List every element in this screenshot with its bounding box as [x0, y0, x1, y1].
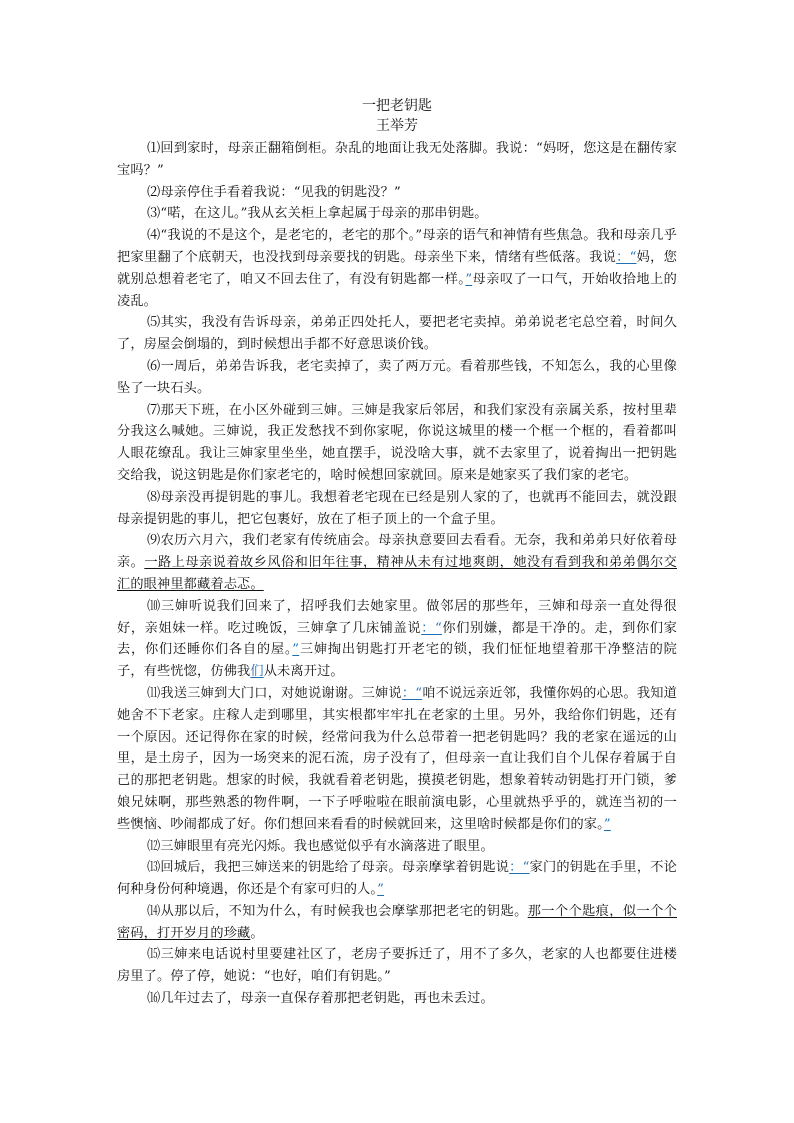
article-title: 一把老钥匙 — [362, 98, 432, 114]
paragraph — [117, 356, 677, 400]
paragraph-text: 其实，我没有告诉母亲，弟弟正四处托人，要把老宅卖掉。弟弟说老宅总空着，时间久了，房屋会倒塌的，到时候想出手都不好意思谈价钱。 — [117, 315, 678, 353]
paragraph-text: 妈，您就别总想着老宅了，咱又不回去住了，有没有钥匙都一样。 — [117, 249, 678, 287]
paragraph-number: ⒃ — [147, 991, 161, 1007]
marked-punctuation: ” — [465, 271, 473, 287]
paragraph-text: 母亲停住手看着我说：“见我的钥匙没？” — [160, 184, 401, 200]
marked-punctuation: “ — [629, 249, 637, 265]
paragraph-text: 。 — [250, 925, 264, 941]
marked-punctuation: 们 — [250, 664, 264, 680]
paragraph — [117, 400, 677, 487]
paragraph — [117, 596, 677, 683]
paragraph-text: “我说的不是这个，是老宅的，老宅的那个。”母亲的语气和神情有些焦急。我和母亲几乎把家里翻了个底朝天，也没找到母亲要找的钥匙。母亲坐下来，情绪有些低落。我说 — [117, 228, 677, 265]
marked-punctuation: ：“ — [421, 620, 442, 636]
paragraph-text: 农历六月六，我们老家有传统庙会。母亲执意要回去看看。无奈，我和弟弟只好依着母亲。 — [117, 533, 678, 571]
paragraph-number: ⑾ — [147, 685, 161, 701]
paragraph — [117, 312, 677, 356]
paragraph-text: “喏，在这儿。”我从玄关柜上拿起属于母亲的那串钥匙。 — [160, 206, 488, 222]
paragraph — [117, 901, 677, 945]
paragraph-number: ⑿ — [147, 838, 161, 854]
marked-punctuation: ” — [377, 882, 385, 898]
paragraph-text: 三婶眼里有亮光闪烁。我也感觉似乎有水滴落进了眼里。 — [160, 838, 494, 854]
paragraph-number: ⑻ — [147, 489, 161, 505]
paragraph-text: 咱不说远亲近邻，我懂你妈的心思。我知道她舍不下老家。庄稼人走到哪里，其实根都牢牢扎在老家的土里。另外，我给你们钥匙，还有一个原因。还记得你在家的时候，经常问我为什么总带着一把老钥匙吗？我的老家在遥远的山里，是土房子，因为一场突来的泥石流，房子没有了，但母亲一直让我们自个儿保存着属于自己的那把老钥匙。想家的时候，我就看着老钥匙，摸摸老钥匙，想象着转动钥匙打开门锁，爹娘兄妹啊，那些熟悉的物件啊，一下子呼啦啦在眼前演电影，心里就热乎乎的，就连当初的一些懊恼、吵闹都成了好。你们想回来看看的时候就回来，这里啥时候都是你们的家。 — [117, 685, 677, 832]
marked-punctuation: ： — [616, 249, 630, 265]
paragraph-number: ⑺ — [147, 402, 161, 418]
paragraph — [117, 225, 677, 312]
paragraph-text: 从未离开过。 — [263, 664, 344, 680]
paragraph — [117, 203, 677, 225]
paragraph — [117, 857, 677, 901]
paragraph-number: ⑸ — [147, 315, 161, 331]
marked-punctuation: ：“ — [401, 685, 423, 701]
paragraph-number: ⒂ — [147, 947, 161, 963]
paragraph-number: ⑵ — [147, 184, 161, 200]
document-page — [117, 96, 677, 1010]
marked-punctuation: ” — [603, 816, 611, 832]
paragraph-number: ⑴ — [147, 141, 161, 156]
paragraph-number: ⑶ — [147, 206, 161, 222]
paragraph-number: ⑼ — [147, 533, 161, 549]
paragraph — [117, 944, 677, 988]
paragraph-number: ⒁ — [147, 903, 161, 919]
paragraph-number: ⑽ — [147, 598, 161, 614]
paragraph-text: 回到家时，母亲正翻箱倒柜。杂乱的地面让我无处落脚。我说：“妈呀，您这是在翻传家宝吗？” — [117, 141, 677, 178]
paragraph-text: 家门的钥匙在手里，不论何种身份何种境遇，你还是个有家可归的人。 — [117, 860, 678, 898]
paragraph-text: 几年过去了，母亲一直保存着那把老钥匙，再也未丢过。 — [160, 991, 494, 1007]
paragraph — [117, 683, 677, 836]
underlined-sentence: 一路上母亲说着故乡风俗和旧年往事，精神从未有过地爽朗，她没有看到我和弟弟偶尔交汇的眼神里都藏着忐忑。 — [117, 555, 677, 592]
paragraph-text: 你们别嫌，都是干净的。走，到你们家去，你们还睡你们各自的屋。 — [117, 620, 677, 658]
paragraph-text: 我送三婶到大门口，对她说谢谢。三婶说 — [160, 685, 402, 701]
paragraph-number: ⑹ — [147, 358, 161, 374]
paragraph-text: 三婶掏出钥匙打开老宅的锁，我们怔怔地望着那干净整洁的院子，有些恍惚，仿佛我 — [117, 642, 677, 680]
article-body — [117, 138, 677, 1010]
paragraph — [117, 182, 677, 204]
marked-punctuation: ” — [292, 642, 300, 658]
paragraph — [117, 836, 677, 858]
marked-punctuation: ：“ — [509, 860, 530, 876]
paragraph — [117, 988, 677, 1010]
article-author: 王举芳 — [376, 118, 418, 134]
underlined-sentence: 那一个个匙痕，似一个个密码，打开岁月的珍藏 — [117, 903, 677, 941]
paragraph-text: 那天下班，在小区外碰到三婶。三婶是我家后邻居，和我们家没有亲属关系，按村里辈分我这么喊她。三婶说，我正发愁找不到你家呢，你说这城里的楼一个框一个框的，看着都叫人眼花缭乱。我让三婶家里坐坐，她直摆手，说没啥大事，就不去家里了，说着掏出一把钥匙交给我，说这钥匙是你们家老宅的，啥时候想回家就回。原来是她家买了我们家的老宅。 — [117, 402, 678, 483]
paragraph — [117, 530, 677, 595]
paragraph-text: 回城后，我把三婶送来的钥匙给了母亲。母亲摩挲着钥匙说 — [160, 860, 510, 876]
paragraph-text: 三婶听说我们回来了，招呼我们去她家里。做邻居的那些年，三婶和母亲一直处得很好，亲姐妹一样。吃过晚饭，三婶拿了几床铺盖说 — [117, 598, 677, 636]
paragraph-text: 从那以后，不知为什么，有时候我也会摩挲那把老宅的钥匙。 — [160, 903, 528, 919]
paragraph-text: 母亲没再提钥匙的事儿。我想着老宅现在已经是别人家的了，也就再不能回去，就没跟母亲提钥匙的事儿，把它包裹好，放在了柜子顶上的一个盒子里。 — [117, 489, 678, 527]
paragraph — [117, 138, 677, 182]
paragraph-text: 母亲叹了一口气，开始收拾地上的凌乱。 — [117, 271, 677, 309]
paragraph-number: ⒀ — [147, 860, 161, 876]
paragraph-text: 三婶来电话说村里要建社区了，老房子要拆迁了，用不了多久，老家的人也都要住进楼房里了。停了停，她说：“也好，咱们有钥匙。” — [117, 947, 678, 985]
paragraph-number: ⑷ — [147, 228, 161, 244]
paragraph-text: 一周后，弟弟告诉我，老宅卖掉了，卖了两万元。看着那些钱，不知怎么，我的心里像坠了一块石头。 — [117, 358, 678, 396]
paragraph — [117, 487, 677, 531]
